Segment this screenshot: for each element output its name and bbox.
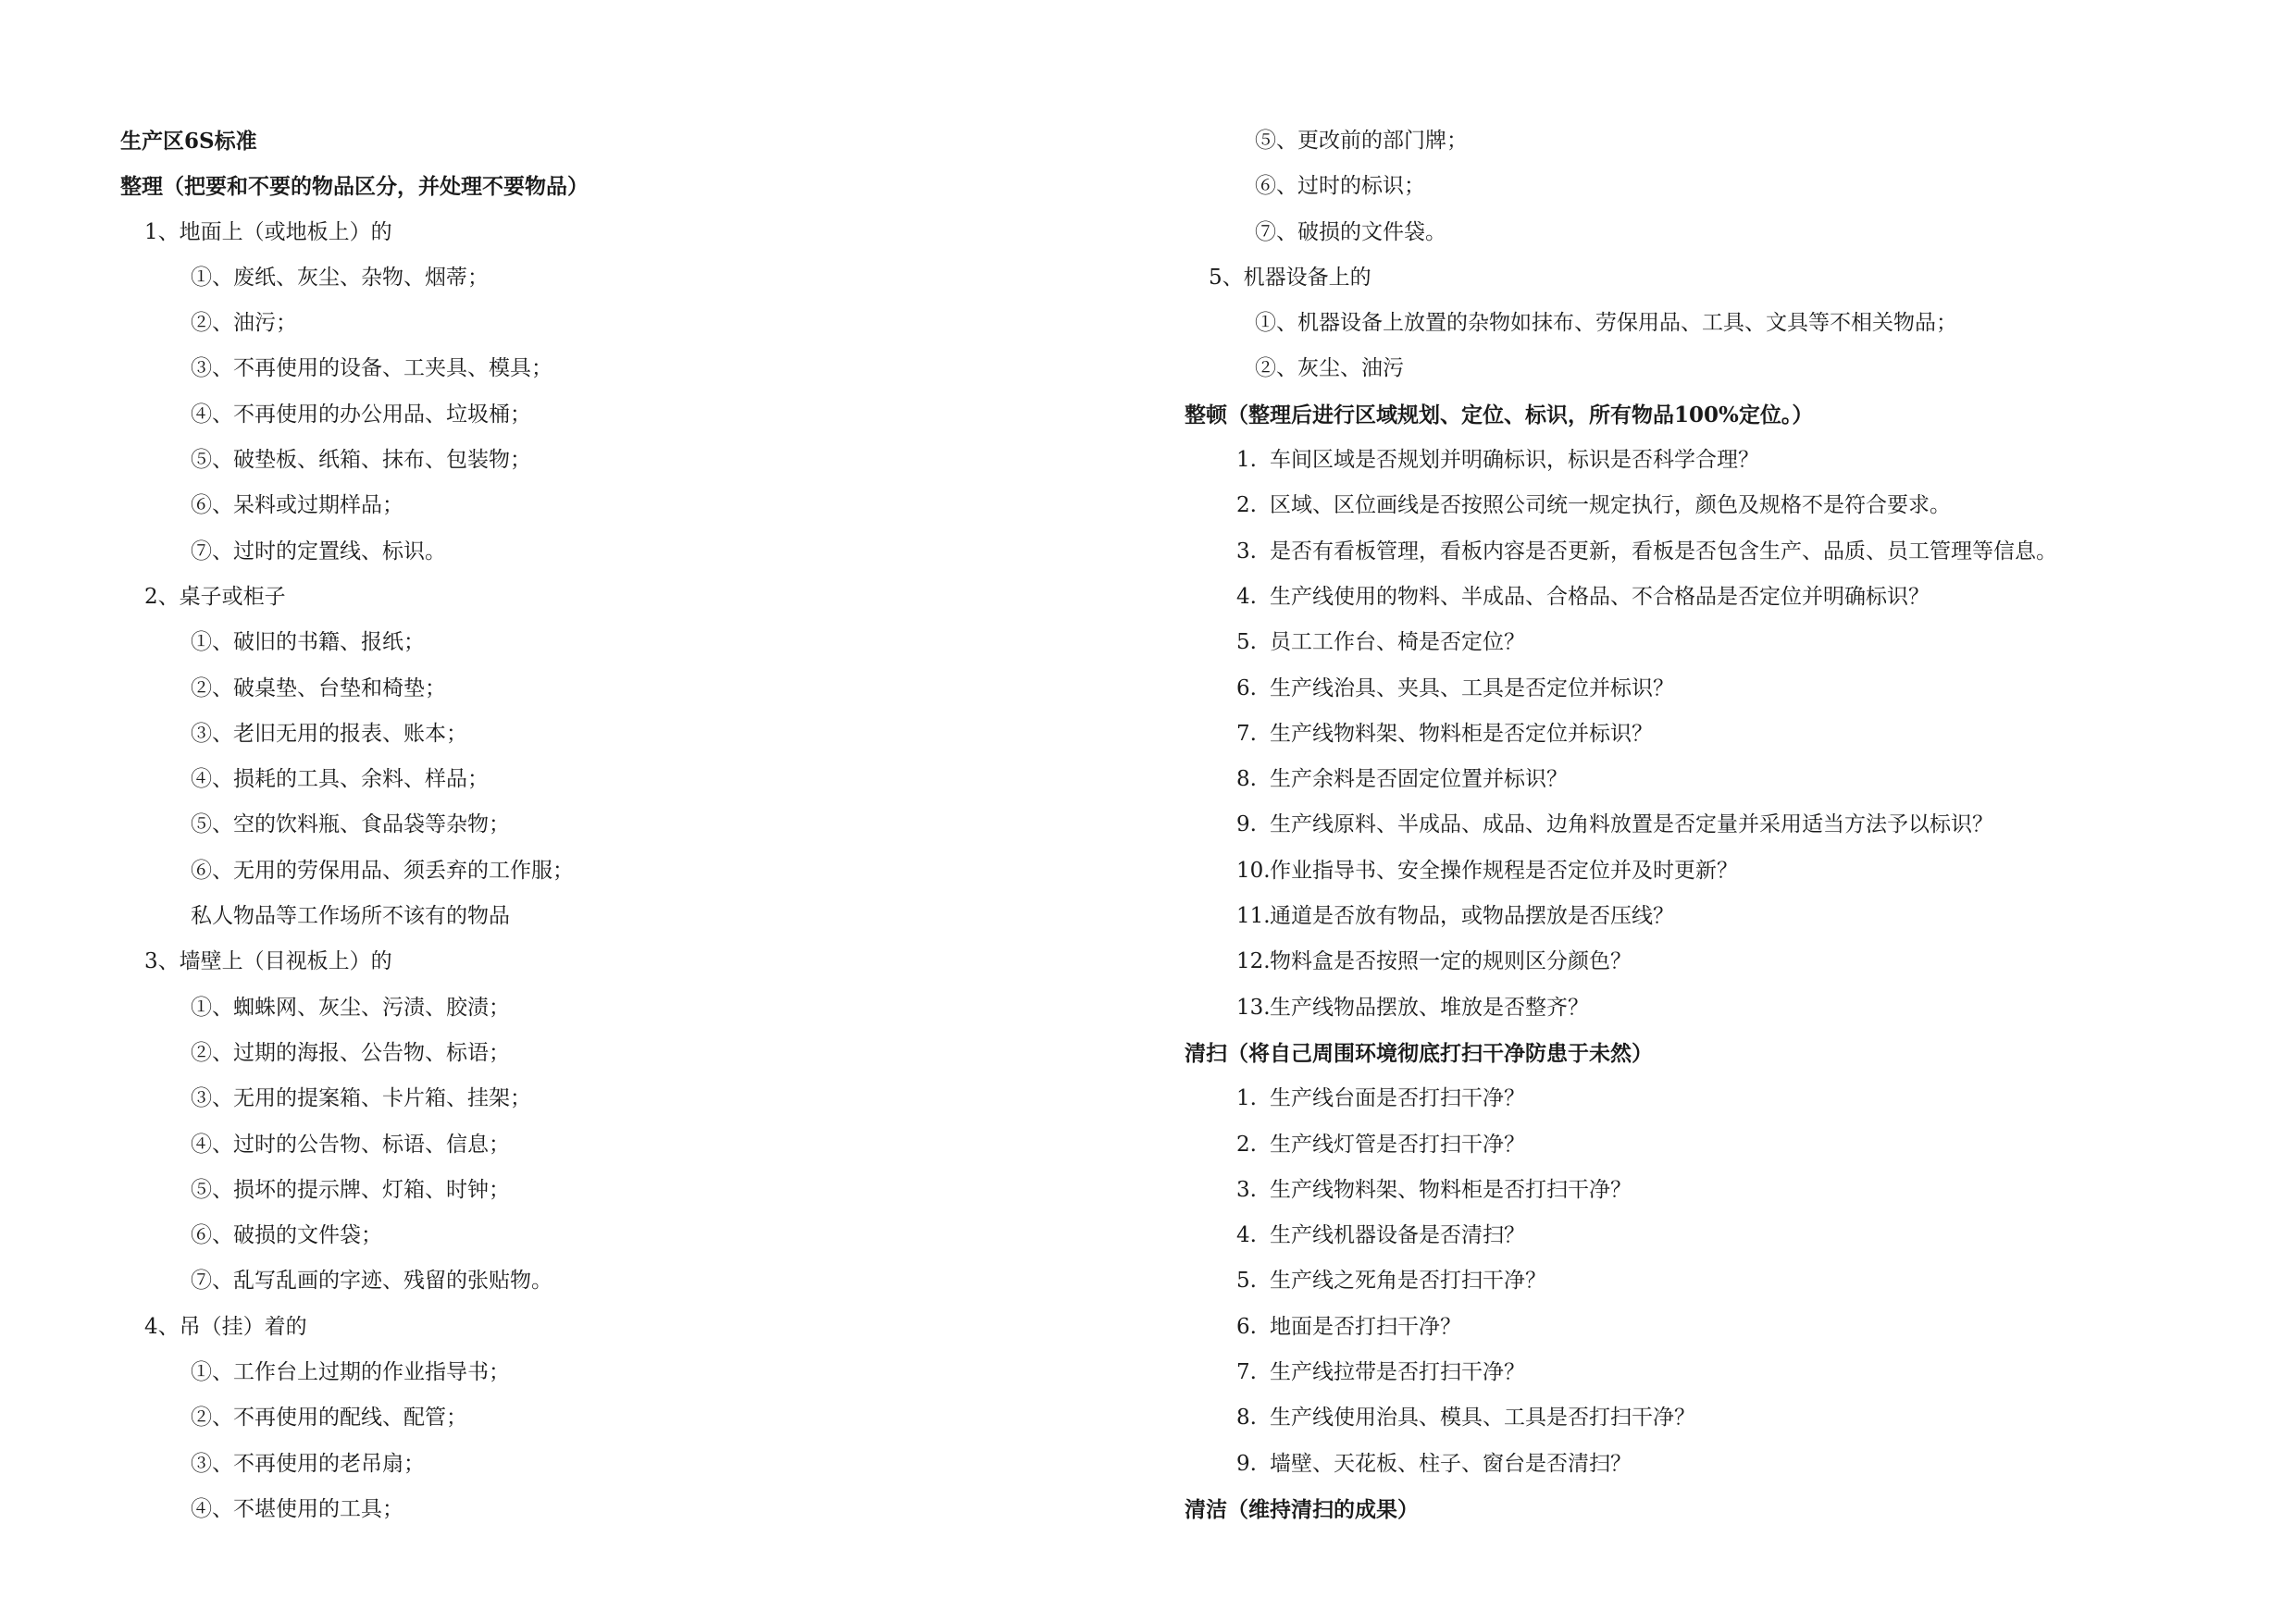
item-number: 4. [1236,584,1257,609]
list-item: ⑦、乱写乱画的字迹、残留的张贴物。 [191,1269,552,1294]
item-number: 7. [1236,1360,1257,1385]
item-text: 通道是否放有物品，或物品摆放是否压线？ [1270,904,1674,929]
numbered-item [1185,985,2249,1031]
item-text: 生产线原料、半成品、成品、边角料放置是否定量并采用适当方法予以标识？ [1270,812,1993,837]
list-item: ②、破桌垫、台垫和椅垫； [191,675,446,700]
numbered-item [1185,757,2249,802]
numbered-item [1185,939,2249,985]
list-item: ⑥、过时的标识； [1255,174,1425,199]
list-item: ②、过期的海报、公告物、标语； [191,1040,510,1065]
list-item: ③、不再使用的设备、工夹具、模具； [191,356,552,381]
list-item: ③、不再使用的老吊扇； [191,1451,425,1476]
item-number: 5. [1236,1269,1257,1294]
numbered-item [1185,620,2249,665]
list-item: ③、老旧无用的报表、账本； [191,721,467,746]
list-item: ⑤、空的饮料瓶、食品袋等杂物； [191,812,510,837]
group-heading: 3、墙壁上（目视板上）的 [144,949,392,974]
item-text: 生产线使用治具、模具、工具是否打扫干净？ [1270,1406,1695,1431]
item-number: 11. [1236,904,1271,929]
right-column [1185,118,2249,1532]
continued-items [1185,118,2249,255]
numbered-item [1185,1305,2249,1350]
item-number: 7. [1236,721,1257,746]
numbered-item [1185,529,2249,575]
item-text: 生产线物料架、物料柜是否打扫干净？ [1270,1177,1632,1202]
item-text: 生产线使用的物料、半成品、合格品、不合格品是否定位并明确标识？ [1270,584,1930,609]
list-item: ④、过时的公告物、标语、信息； [191,1132,510,1157]
list-item: ⑥、无用的劳保用品、须丢弃的工作服； [191,858,574,883]
group-heading: 4、吊（挂）着的 [144,1314,307,1339]
item-text: 生产线物品摆放、堆放是否整齐？ [1270,995,1589,1020]
numbered-item [1185,1258,2249,1304]
list-item: 私人物品等工作场所不该有的物品 [191,904,510,929]
section-title-seiso: 清扫（将自己周围环境彻底打扫干净防患于未然） [1185,1040,1653,1066]
item-text: 生产线台面是否打扫干净？ [1270,1086,1525,1111]
item-text: 地面是否打扫干净？ [1270,1314,1461,1339]
numbered-item [1185,483,2249,528]
list-item: ②、不再使用的配线、配管； [191,1406,467,1431]
numbered-item [1185,1442,2249,1487]
group-heading-machines: 5、机器设备上的 [1209,265,1371,290]
item-number: 8. [1236,767,1257,792]
item-number: 2. [1236,1132,1257,1157]
left-column [120,118,1138,1532]
numbered-item [1185,1350,2249,1395]
item-text: 生产线拉带是否打扫干净？ [1270,1360,1525,1385]
group-heading: 1、地面上（或地板上）的 [144,219,392,244]
list-item: ⑥、破损的文件袋； [191,1223,382,1248]
section-title-seiton: 整顿（整理后进行区域规划、定位、标识，所有物品100%定位。） [1185,402,1814,427]
seiton-list [1185,438,2249,1031]
item-number: 13. [1236,995,1271,1020]
numbered-item [1185,712,2249,757]
list-item: ②、灰尘、油污 [1255,356,1404,381]
numbered-item [1185,1122,2249,1168]
numbered-item [1185,1213,2249,1258]
list-item: ④、不堪使用的工具； [191,1496,403,1521]
item-number: 1. [1236,1086,1257,1111]
numbered-item [1185,1395,2249,1441]
group-heading: 2、桌子或柜子 [144,584,286,609]
numbered-item [1185,575,2249,620]
numbered-item [1185,894,2249,939]
item-number: 9. [1236,812,1257,837]
item-number: 4. [1236,1223,1257,1248]
list-item: ⑤、破垫板、纸箱、抹布、包装物； [191,448,531,473]
list-item: ①、机器设备上放置的杂物如抹布、劳保用品、工具、文具等不相关物品； [1255,311,1957,336]
item-number: 9. [1236,1451,1257,1476]
section-title-seiketsu: 清洁（维持清扫的成果） [1185,1496,1419,1522]
item-text: 是否有看板管理，看板内容是否更新，看板是否包含生产、品质、员工管理等信息。 [1270,539,2057,564]
item-text: 区域、区位画线是否按照公司统一规定执行，颜色及规格不是符合要求。 [1270,493,1951,518]
list-item: ⑤、损坏的提示牌、灯箱、时钟； [191,1177,510,1202]
item-text: 作业指导书、安全操作规程是否定位并及时更新？ [1270,858,1738,883]
section-title-seiri: 整理（把要和不要的物品区分，并处理不要物品） [120,174,589,200]
seiso-list [1185,1076,2249,1487]
item-text: 生产线治具、夹具、工具是否定位并标识？ [1270,675,1674,700]
item-text: 生产线机器设备是否清扫？ [1270,1223,1525,1248]
item-number: 6. [1236,675,1257,700]
list-item: ⑥、呆料或过期样品； [191,493,403,518]
item-text: 物料盒是否按照一定的规则区分颜色？ [1270,949,1632,974]
list-item: ②、油污； [191,311,297,336]
list-item: ①、工作台上过期的作业指导书； [191,1360,510,1385]
item-text: 生产线灯管是否打扫干净？ [1270,1132,1525,1157]
item-number: 10. [1236,858,1271,883]
list-item: ①、破旧的书籍、报纸； [191,630,425,655]
list-item: ①、废纸、灰尘、杂物、烟蒂； [191,265,489,290]
list-item: ①、蜘蛛网、灰尘、污渍、胶渍； [191,995,510,1020]
item-text: 生产余料是否固定位置并标识？ [1270,767,1568,792]
numbered-item [1185,438,2249,483]
numbered-item [1185,802,2249,848]
page-title: 生产区6S标准 [120,129,257,154]
list-item: ⑦、破损的文件袋。 [1255,219,1446,244]
item-number: 8. [1236,1406,1257,1431]
numbered-item [1185,1168,2249,1213]
item-text: 车间区域是否规划并明确标识，标识是否科学合理？ [1270,448,1759,473]
machine-items [1185,301,2249,392]
numbered-item [1185,1076,2249,1121]
item-number: 3. [1236,1177,1257,1202]
list-item: ⑤、更改前的部门牌； [1255,129,1468,153]
list-item: ④、不再使用的办公用品、垃圾桶； [191,402,531,427]
item-number: 2. [1236,493,1257,518]
numbered-item [1185,666,2249,712]
item-number: 3. [1236,539,1257,564]
list-item: ⑦、过时的定置线、标识。 [191,539,446,564]
list-item: ③、无用的提案箱、卡片箱、挂架； [191,1086,531,1111]
list-item: ④、损耗的工具、余料、样品； [191,767,489,792]
item-number: 12. [1236,949,1271,974]
seiri-groups [120,210,1138,1533]
numbered-item [1185,849,2249,894]
item-text: 生产线物料架、物料柜是否定位并标识？ [1270,721,1653,746]
item-number: 1. [1236,448,1257,473]
item-number: 5. [1236,630,1257,655]
item-text: 墙壁、天花板、柱子、窗台是否清扫？ [1270,1451,1632,1476]
item-number: 6. [1236,1314,1257,1339]
item-text: 员工工作台、椅是否定位？ [1270,630,1525,655]
item-text: 生产线之死角是否打扫干净？ [1270,1269,1546,1294]
